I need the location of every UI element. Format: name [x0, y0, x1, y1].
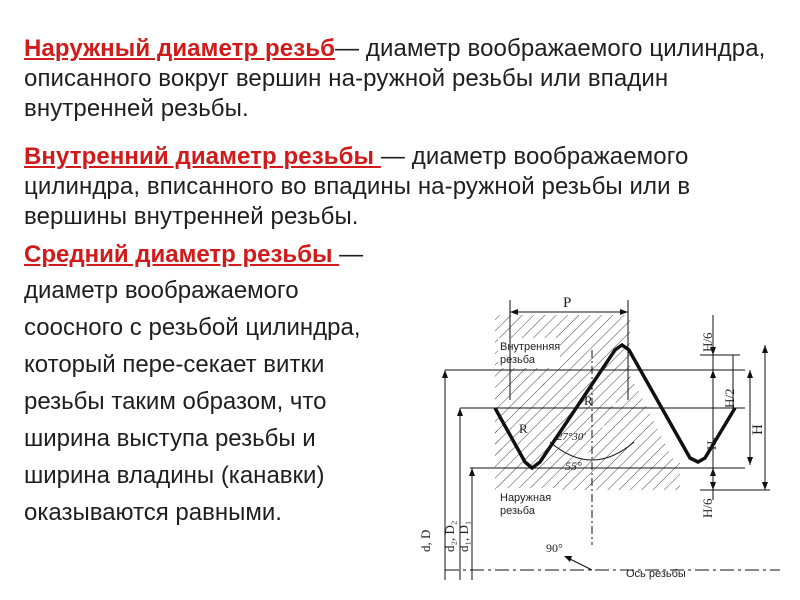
middle-diameter-line: диаметр воображаемого — [24, 277, 299, 304]
inner-diameter-term: Внутренний диаметр резьбы — [24, 143, 381, 170]
internal-thread-label: Внутренняя — [500, 341, 561, 353]
outer-diameter-text: — диаметр воображаемого цилиндра, описанного вокруг вершин на-ружной резьбы или впадин внутренней резьбы. — [24, 35, 766, 122]
middle-diameter-heading — [24, 240, 363, 270]
outer-diameter-term: Наружный диаметр резьб — [24, 35, 336, 62]
height-label-h6-bottom: H/6 — [700, 498, 715, 518]
diameter-label-d1: d₁, D₁ — [456, 520, 471, 552]
radius-label-left: R — [519, 421, 528, 436]
height-label-h: H — [750, 424, 766, 435]
outer-diameter-definition — [24, 34, 776, 124]
middle-diameter-term: Средний диаметр резьбы — [24, 241, 340, 268]
diameter-label-d2: d₂, D₂ — [442, 520, 457, 552]
height-label-h2: H/2 — [722, 388, 737, 408]
middle-diameter-line: оказываются равными. — [24, 499, 282, 526]
middle-diameter-line: резьбы таким образом, что — [24, 388, 327, 415]
external-thread-label: резьба — [500, 505, 535, 517]
inner-diameter-definition — [24, 142, 776, 232]
middle-diameter-line: который пере-секает витки — [24, 351, 325, 378]
external-thread-label: Наружная — [500, 492, 552, 504]
half-angle-label: 27°30' — [557, 431, 586, 443]
height-label-h6-top: H/6 — [700, 332, 715, 352]
thread-profile-diagram — [400, 290, 790, 590]
middle-diameter-line: ширина владины (канавки) — [24, 462, 325, 489]
diameter-label-d: d, D — [418, 529, 433, 552]
middle-diameter-line: ширина выступа резьбы и — [24, 425, 316, 452]
pitch-label: P — [563, 295, 572, 311]
internal-thread-label: резьба — [500, 354, 535, 366]
inner-diameter-text: — диаметр воображаемого цилиндра, вписанного во впадины на-ружной резьбы или в вершины внутренней резьбы. — [24, 143, 691, 230]
radius-label-right: R — [584, 393, 593, 408]
height-label-h1: H₁ — [704, 436, 719, 450]
middle-diameter-line: соосного с резьбой цилиндра, — [24, 314, 361, 341]
thread-axis-label: Ось резьбы — [626, 568, 686, 580]
right-angle-label: 90° — [546, 541, 563, 555]
angle-label: 55° — [565, 459, 582, 473]
middle-diameter-dash: — — [339, 241, 364, 268]
